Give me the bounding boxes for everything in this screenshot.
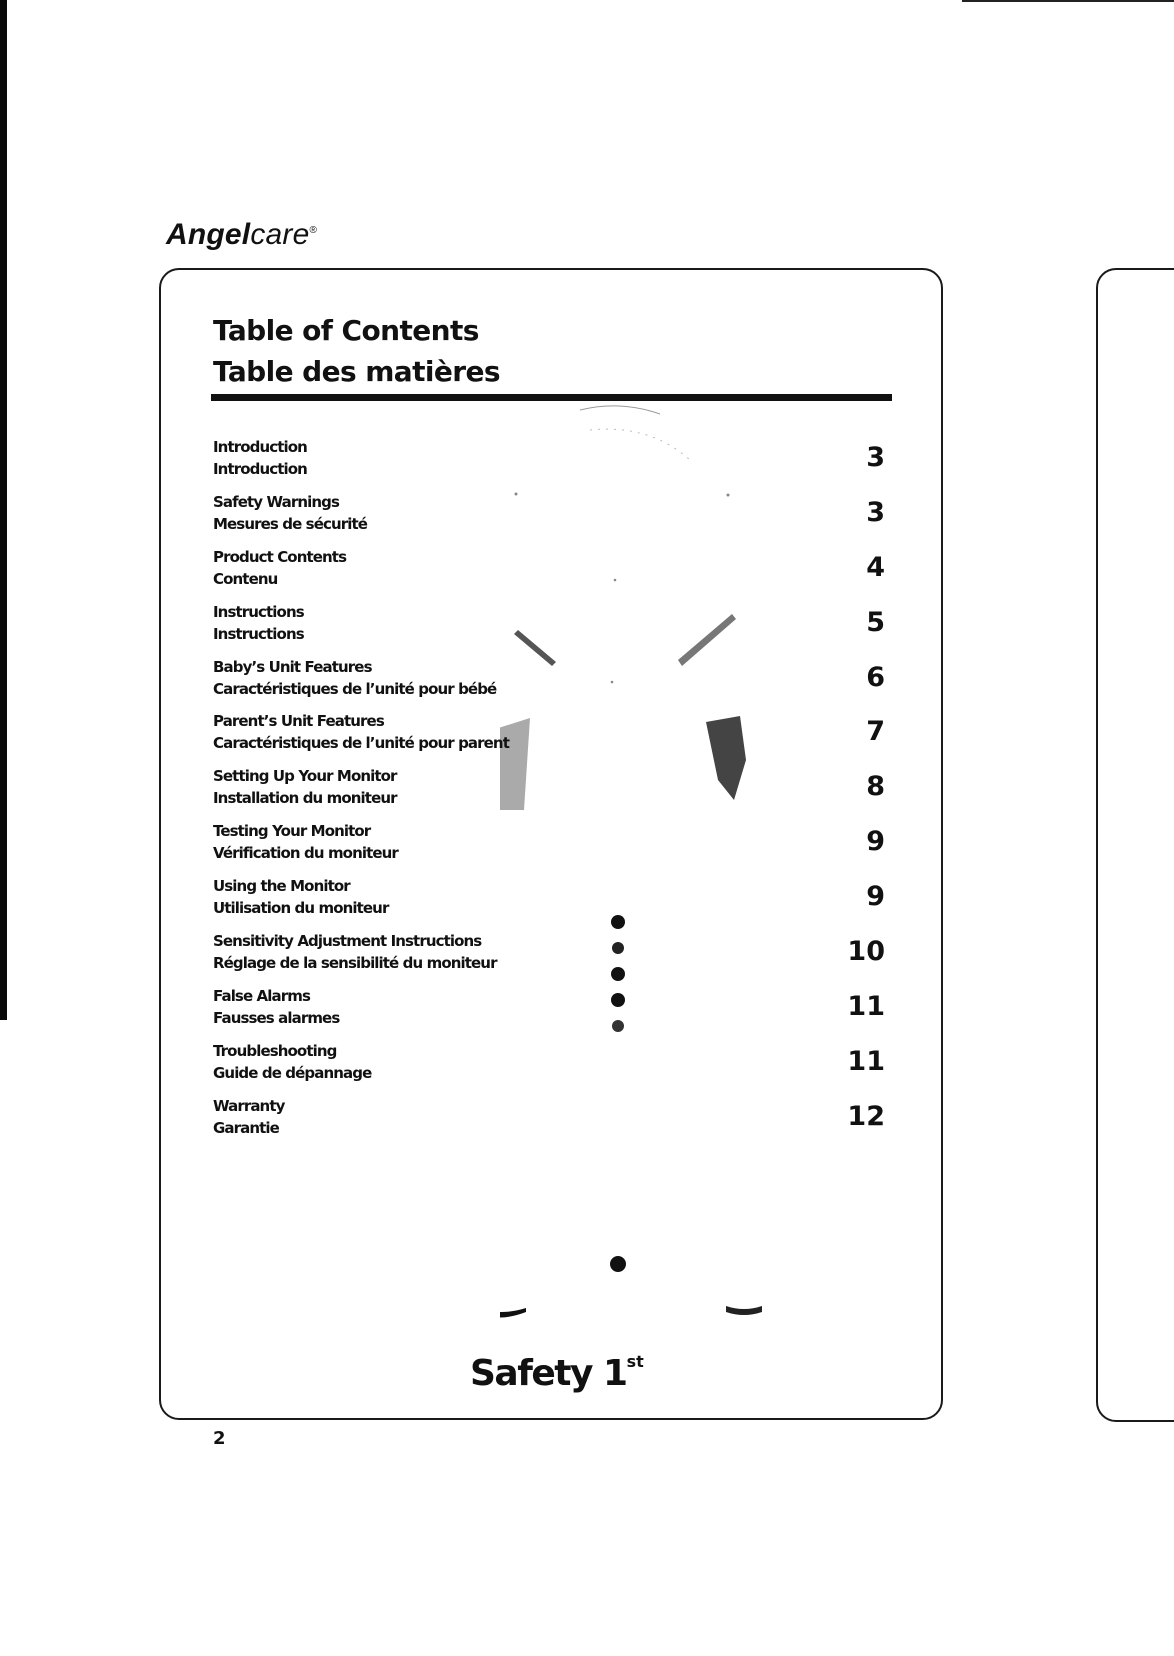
toc-entry-title-fr: Mesures de sécurité (213, 514, 368, 533)
toc-entry-title-fr: Contenu (213, 569, 278, 588)
scan-edge-bar (0, 0, 7, 1020)
toc-entry-title-en: Troubleshooting (213, 1041, 337, 1060)
toc-entry-title-en: Sensitivity Adjustment Instructions (213, 932, 482, 951)
toc-entry-title-en: Baby’s Unit Features (213, 657, 372, 676)
toc-entry-page: 9 (866, 826, 885, 858)
toc-entry-title-en: Setting Up Your Monitor (213, 767, 397, 786)
angelcare-logo: Angelcare® (166, 218, 318, 251)
safety-1st-logo: Safety 1st (470, 1352, 644, 1394)
toc-entry-instructions[interactable] (213, 601, 893, 656)
toc-entry-testing[interactable] (213, 820, 893, 875)
toc-entry-title-en: Product Contents (213, 547, 347, 566)
toc-entry-title-fr: Utilisation du moniteur (213, 899, 389, 918)
toc-entry-title-en: Safety Warnings (213, 492, 339, 511)
toc-entry-title-en: Testing Your Monitor (213, 822, 371, 841)
toc-entry-product-contents[interactable] (213, 546, 893, 601)
scan-top-rule (962, 0, 1174, 2)
toc-entry-sensitivity[interactable] (213, 930, 893, 985)
title-french: Table des matières (213, 355, 500, 388)
next-page-frame-edge (1096, 268, 1174, 1422)
toc-entry-title-fr: Garantie (213, 1118, 279, 1137)
toc-list (213, 436, 893, 1150)
toc-entry-page: 12 (847, 1100, 885, 1132)
toc-entry-title-fr: Vérification du moniteur (213, 844, 398, 863)
toc-entry-title-fr: Fausses alarmes (213, 1008, 340, 1027)
toc-entry-page: 7 (866, 716, 885, 748)
toc-entry-page: 4 (866, 551, 885, 583)
page-title (213, 310, 500, 392)
toc-entry-title-fr: Caractéristiques de l’unité pour bébé (213, 679, 497, 698)
toc-entry-title-en: Introduction (213, 438, 307, 456)
toc-entry-page: 5 (866, 606, 885, 638)
toc-entry-title-fr: Guide de dépannage (213, 1063, 372, 1082)
toc-entry-warranty[interactable] (213, 1095, 893, 1150)
toc-entry-title-fr: Caractéristiques de l’unité pour parent (213, 734, 509, 753)
toc-entry-page: 3 (866, 442, 885, 473)
toc-entry-safety-warnings[interactable] (213, 491, 893, 546)
toc-entry-page: 9 (866, 881, 885, 913)
toc-entry-title-en: Warranty (213, 1096, 285, 1115)
toc-entry-page: 11 (847, 1045, 885, 1077)
toc-entry-title-en: Instructions (213, 602, 304, 621)
title-english: Table of Contents (213, 314, 479, 347)
toc-entry-setting-up[interactable] (213, 765, 893, 820)
toc-entry-page: 8 (866, 771, 885, 803)
toc-entry-using[interactable] (213, 875, 893, 930)
toc-entry-title-en: Parent’s Unit Features (213, 712, 384, 731)
toc-entry-false-alarms[interactable] (213, 985, 893, 1040)
toc-entry-page: 3 (866, 496, 885, 528)
toc-entry-title-en: False Alarms (213, 986, 310, 1005)
toc-entry-parent-unit-features[interactable] (213, 710, 893, 765)
toc-entry-page: 6 (866, 661, 885, 693)
toc-entry-page: 11 (847, 990, 885, 1022)
toc-entry-title-en: Using the Monitor (213, 877, 350, 896)
toc-entry-baby-unit-features[interactable] (213, 656, 893, 711)
toc-entry-title-fr: Réglage de la sensibilité du moniteur (213, 954, 497, 973)
toc-entry-introduction[interactable] (213, 436, 893, 491)
toc-entry-page: 10 (847, 936, 885, 968)
toc-entry-title-fr: Instructions (213, 624, 304, 643)
toc-entry-title-fr: Introduction (213, 460, 307, 478)
toc-entry-title-fr: Installation du moniteur (213, 789, 397, 808)
page-number: 2 (213, 1428, 226, 1449)
toc-entry-troubleshooting[interactable] (213, 1040, 893, 1095)
